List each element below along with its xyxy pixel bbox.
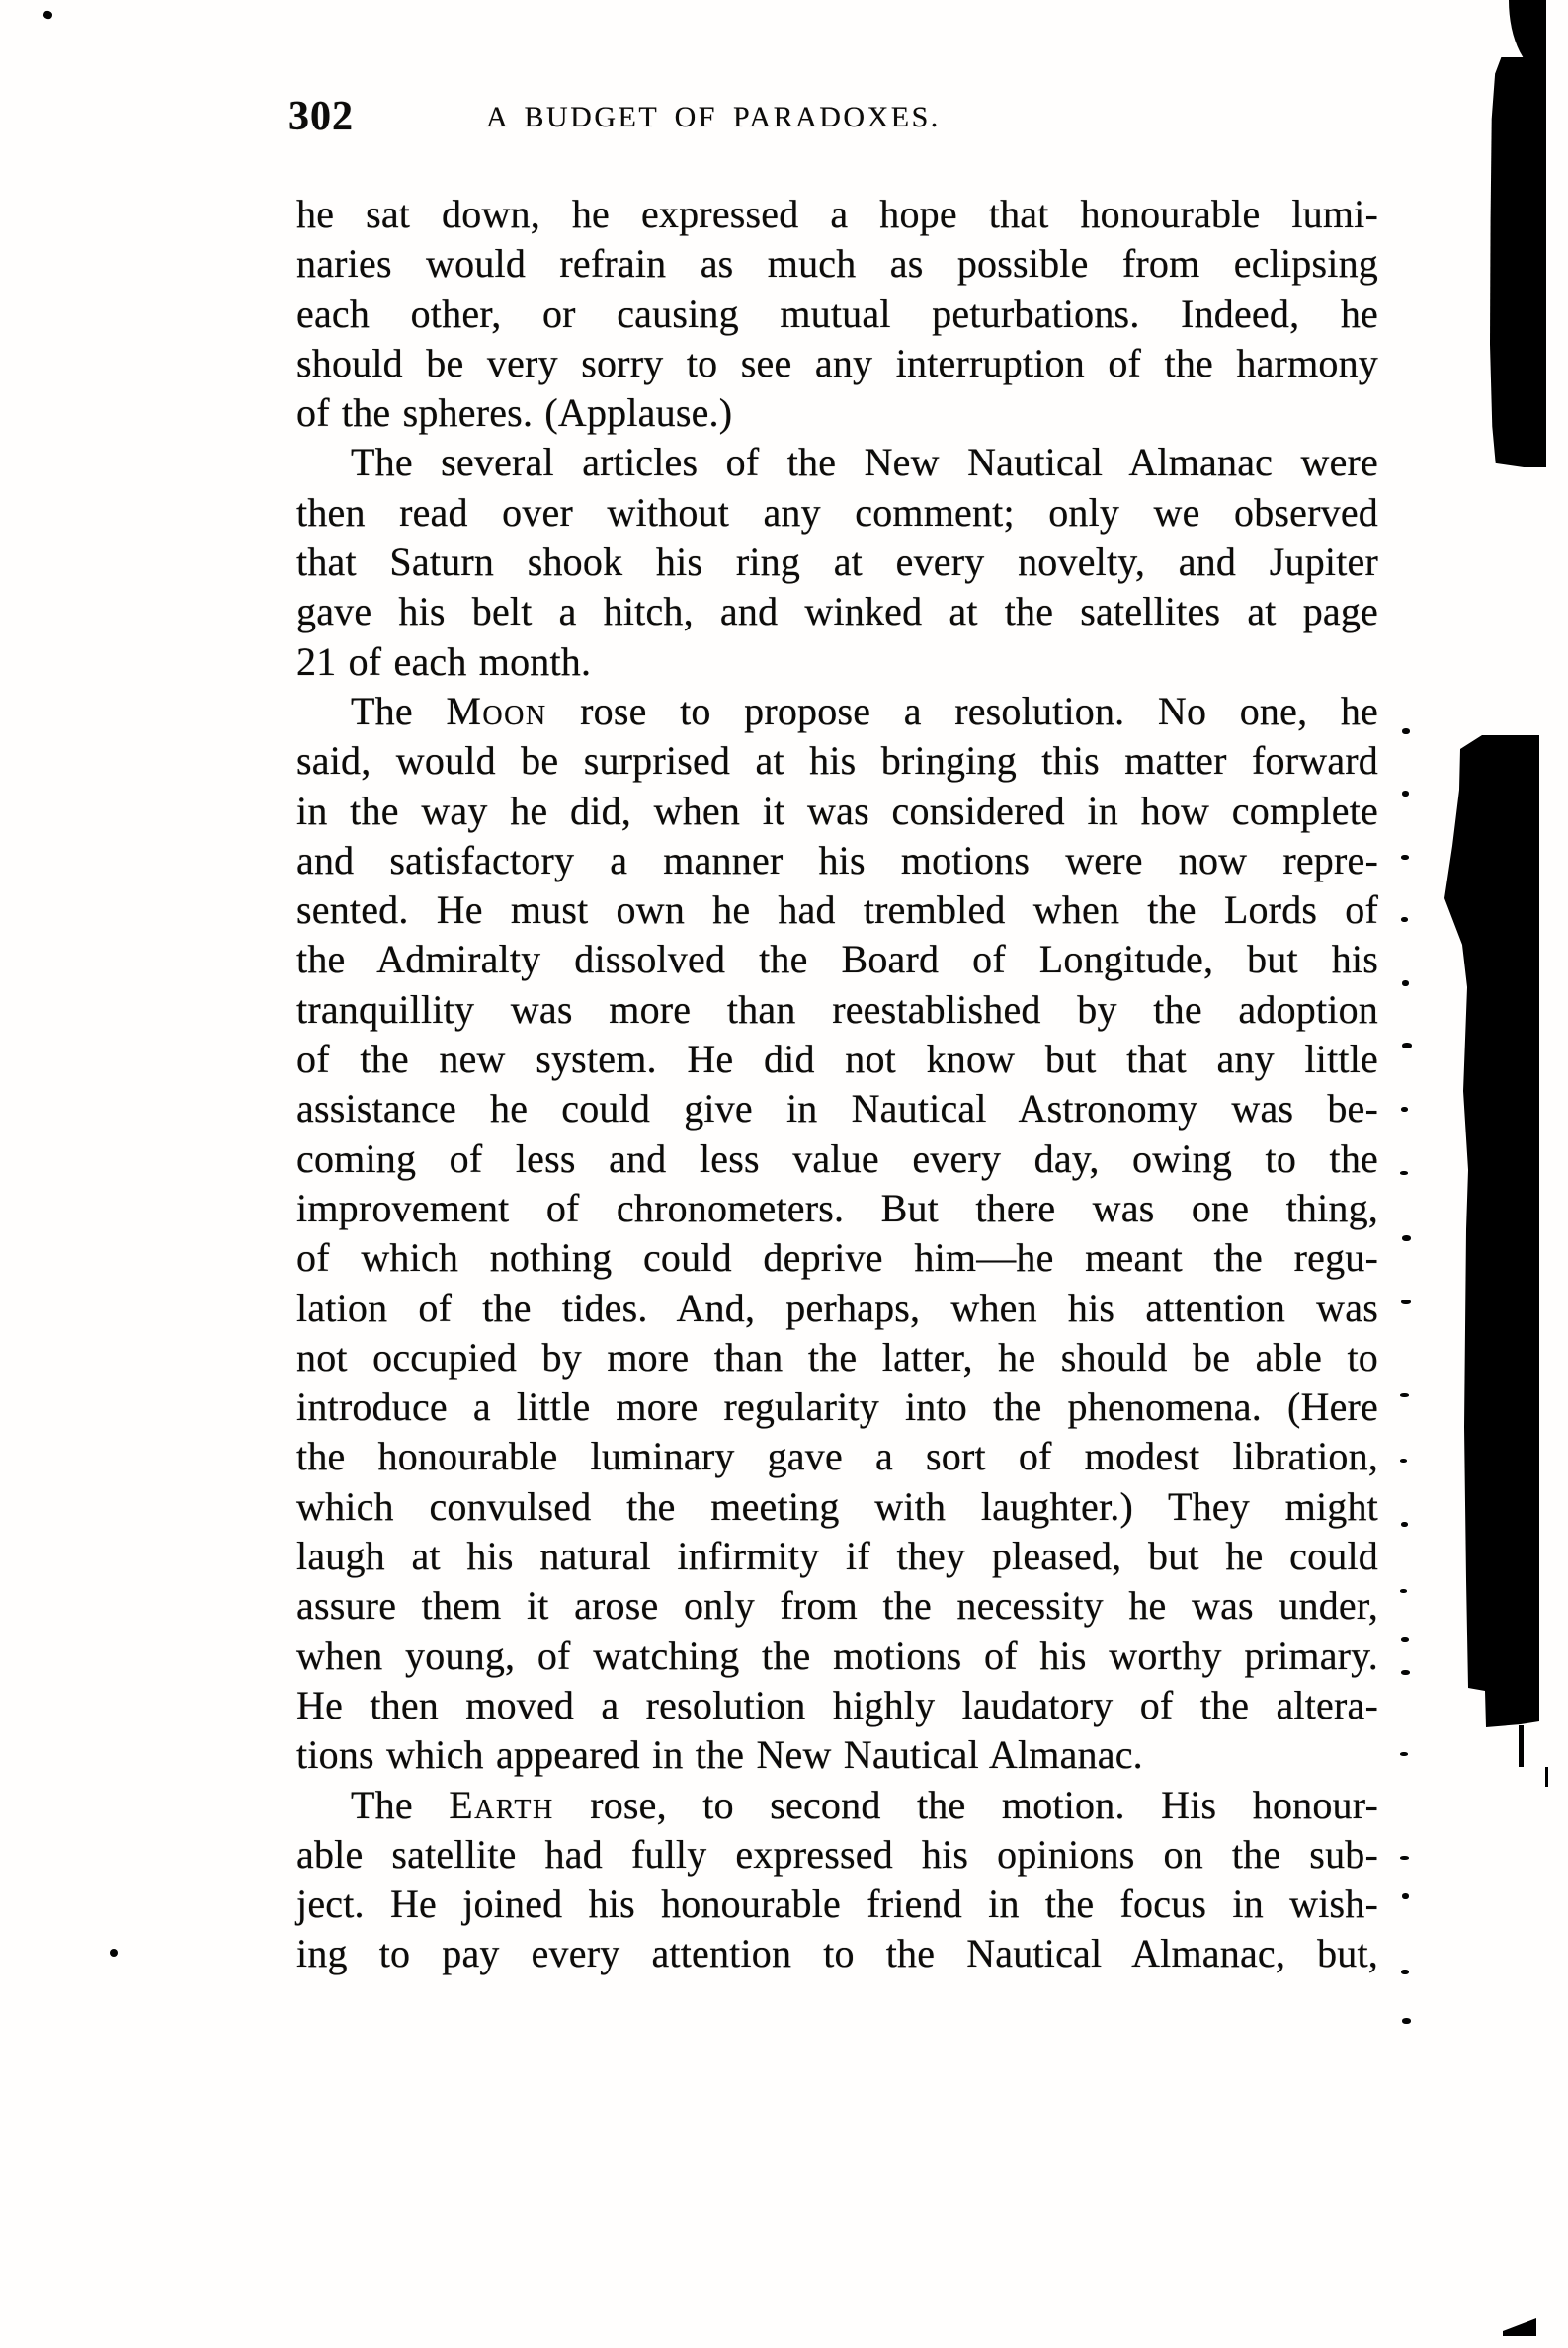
text-segment: each other, or causing mutual peturbations. Indeed, he: [296, 291, 1378, 336]
text-line: [296, 1532, 1378, 1581]
text-line: [296, 1929, 1378, 1978]
text-line: [296, 488, 1378, 538]
text-line: [296, 935, 1378, 984]
scan-speck: [1402, 1043, 1412, 1048]
text-line: [296, 1432, 1378, 1481]
text-line: [296, 1383, 1378, 1432]
text-segment: The: [351, 1782, 450, 1827]
scan-speck: [1400, 1171, 1408, 1175]
scan-speck: [42, 10, 53, 20]
small-caps-word: Moon: [446, 688, 547, 733]
text-segment: of which nothing could deprive him—he meant the regu-: [296, 1235, 1378, 1281]
text-line: [296, 239, 1378, 289]
text-line: [296, 1632, 1378, 1681]
text-line: [296, 438, 1378, 487]
scan-speck: [1401, 1670, 1410, 1675]
text-line: [296, 538, 1378, 587]
text-segment: The: [351, 688, 447, 733]
text-segment: able satellite had fully expressed his opinions on the sub-: [296, 1831, 1378, 1877]
text-line: [296, 1035, 1378, 1084]
text-segment: the Admiralty dissolved the Board of Longitude, but his: [296, 937, 1378, 982]
page-number: 302: [289, 94, 354, 139]
text-segment: should be very sorry to see any interruption of the harmony: [296, 340, 1378, 385]
scan-artifact-tick: [1519, 1725, 1524, 1767]
scan-speck: [1401, 855, 1409, 860]
text-segment: lation of the tides. And, perhaps, when his attention was: [296, 1285, 1378, 1330]
text-line: [296, 1284, 1378, 1333]
scan-speck: [1400, 1856, 1409, 1860]
running-title: A BUDGET OF PARADOXES.: [486, 101, 941, 133]
text-line: [296, 290, 1378, 339]
text-segment: of the new system. He did not know but that any little: [296, 1037, 1378, 1082]
text-line: [296, 1681, 1378, 1730]
scan-speck: [1402, 1893, 1409, 1899]
text-line: [296, 339, 1378, 388]
text-segment: rose to propose a resolution. No one, he: [546, 688, 1378, 733]
scan-speck: [1400, 1459, 1407, 1463]
scan-speck: [1402, 791, 1409, 797]
text-line: [296, 637, 1378, 687]
text-line: [296, 1333, 1378, 1383]
text-line: [296, 985, 1378, 1035]
text-segment: tions which appeared in the New Nautical Almanac.: [296, 1732, 1143, 1778]
text-segment: sented. He must own he had trembled when the Lords of: [296, 887, 1378, 933]
text-line: [296, 388, 1378, 438]
scan-speck: [1402, 980, 1409, 986]
text-line: [296, 1880, 1378, 1929]
text-segment: then read over without any comment; only we observed: [296, 489, 1378, 535]
text-segment: He then moved a resolution highly laudatory of the altera-: [296, 1682, 1378, 1727]
text-segment: not occupied by more than the latter, he should be able to: [296, 1334, 1378, 1380]
text-line: [296, 687, 1378, 736]
text-line: [296, 885, 1378, 935]
text-line: [296, 1184, 1378, 1233]
text-segment: naries would refrain as much as possible from eclipsing: [296, 241, 1378, 287]
text-segment: coming of less and less value every day, owing to the: [296, 1135, 1378, 1181]
text-segment: improvement of chronometers. But there was one thing,: [296, 1185, 1378, 1230]
scan-speck: [1401, 1637, 1409, 1642]
text-segment: that Saturn shook his ring at every novelty, and Jupiter: [296, 540, 1378, 585]
text-segment: said, would be surprised at his bringing this matter forward: [296, 738, 1378, 784]
text-segment: tranquillity was more than reestablished by the adoption: [296, 986, 1378, 1032]
text-segment: and satisfactory a manner his motions were now repre-: [296, 837, 1378, 882]
text-segment: assure them it arose only from the necessity he was under,: [296, 1583, 1378, 1629]
scan-speck: [1401, 1522, 1408, 1527]
text-segment: 21 of each month.: [296, 638, 592, 684]
scan-speck: [1402, 728, 1410, 734]
text-segment: The several articles of the New Nautical Almanac were: [351, 440, 1378, 485]
text-segment: ing to pay every attention to the Nautical Almanac, but,: [296, 1931, 1378, 1976]
text-segment: the honourable luminary gave a sort of modest libration,: [296, 1434, 1378, 1479]
scan-speck: [1402, 2018, 1411, 2024]
text-segment: he sat down, he expressed a hope that honourable lumi-: [296, 192, 1378, 236]
scan-speck: [1401, 1107, 1408, 1112]
text-line: [296, 587, 1378, 636]
text-line: [296, 1730, 1378, 1780]
text-line: [296, 1581, 1378, 1631]
scan-speck: [1400, 1589, 1407, 1593]
text-segment: in the way he did, when it was considered in how complete: [296, 788, 1378, 833]
scan-speck: [1401, 1300, 1411, 1304]
scan-speck: [1402, 1235, 1411, 1241]
text-line: [296, 1233, 1378, 1283]
text-segment: rose, to second the motion. His honour-: [553, 1782, 1378, 1827]
scan-speck: [110, 1949, 118, 1957]
scan-speck: [1401, 1970, 1409, 1974]
text-segment: which convulsed the meeting with laughter.) They might: [296, 1483, 1378, 1529]
scan-speck: [1400, 1752, 1408, 1756]
text-line: [296, 1482, 1378, 1532]
text-line: [296, 736, 1378, 786]
text-segment: ject. He joined his honourable friend in the focus in wish-: [296, 1882, 1378, 1927]
text-segment: of the spheres. (Applause.): [296, 390, 733, 436]
scan-artifact-right-blob: [1444, 735, 1539, 1727]
text-line: [296, 1781, 1378, 1830]
small-caps-word: Earth: [449, 1782, 554, 1827]
scan-artifact-bottom-wedge: [1503, 2318, 1536, 2336]
scan-speck: [1401, 917, 1408, 922]
text-segment: when young, of watching the motions of his worthy primary.: [296, 1633, 1378, 1678]
text-segment: laugh at his natural infirmity if they pleased, but he could: [296, 1534, 1378, 1579]
text-segment: introduce a little more regularity into the phenomena. (Here: [296, 1384, 1378, 1430]
text-line: [296, 836, 1378, 885]
text-line: [296, 1134, 1378, 1184]
text-line: [296, 787, 1378, 836]
text-segment: gave his belt a hitch, and winked at the satellites at page: [296, 589, 1378, 634]
body-text: [296, 190, 1378, 1979]
scan-artifact-edge-mark: [1545, 1767, 1548, 1787]
text-segment: assistance he could give in Nautical Astronomy was be-: [296, 1086, 1378, 1132]
text-line: [296, 1830, 1378, 1880]
scan-speck: [1400, 1393, 1409, 1397]
text-line: [296, 1084, 1378, 1133]
text-line: [296, 190, 1378, 239]
scan-artifact-right-band: [1490, 57, 1546, 467]
